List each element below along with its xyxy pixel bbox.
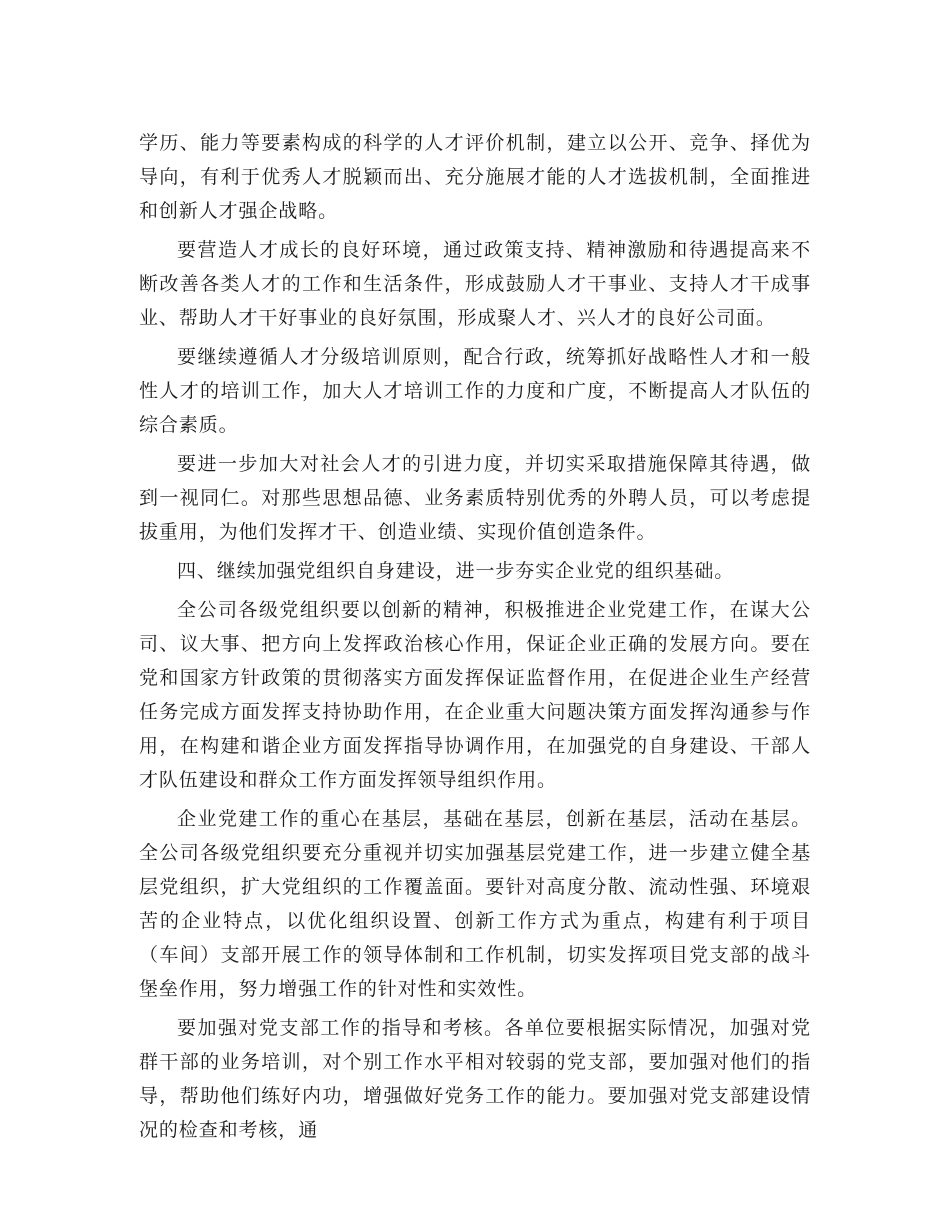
paragraph-4: 要进一步加大对社会人才的引进力度，并切实采取措施保障其待遇，做到一视同仁。对那些思想品德、业务素质特别优秀的外聘人员，可以考虑提拔重用，为他们发挥才干、创造业绩、实现价值创造条件。	[139, 453, 811, 543]
section-heading-4: 四、继续加强党组织自身建设，进一步夯实企业党的组织基础。	[177, 560, 735, 582]
paragraph-1: 学历、能力等要素构成的科学的人才评价机制，建立以公开、竞争、择优为导向，有利于优秀人才脱颖而出、充分施展才能的人才选拔机制，全面推进和创新人才强企战略。	[139, 132, 811, 222]
paragraph-2: 要营造人才成长的良好环境，通过政策支持、精神激励和待遇提高来不断改善各类人才的工作和生活条件，形成鼓励人才干事业、支持人才干成事业、帮助人才干好事业的良好氛围，形成聚人才、兴人才的良好公司面。	[139, 239, 811, 329]
document-body	[139, 126, 811, 1152]
paragraph-8: 要加强对党支部工作的指导和考核。各单位要根据实际情况，加强对党群干部的业务培训，对个别工作水平相对较弱的党支部，要加强对他们的指导，帮助他们练好内功，增强做好党务工作的能力。要加强对党支部建设情况的检查和考核，通	[139, 1017, 811, 1141]
paragraph-3: 要继续遵循人才分级培训原则，配合行政，统筹抓好战略性人才和一般性人才的培训工作，加大人才培训工作的力度和广度，不断提高人才队伍的综合素质。	[139, 346, 811, 436]
paragraph-7: 企业党建工作的重心在基层，基础在基层，创新在基层，活动在基层。全公司各级党组织要充分重视并切实加强基层党建工作，进一步建立健全基层党组织，扩大党组织的工作覆盖面。要针对高度分散、流动性强、环境艰苦的企业特点，以优化组织设置、创新工作方式为重点，构建有利于项目（车间）支部开展工作的领导体制和工作机制，切实发挥项目党支部的战斗堡垒作用，努力增强工作的针对性和实效性。	[139, 808, 811, 1000]
paragraph-6: 全公司各级党组织要以创新的精神，积极推进企业党建工作，在谋大公司、议大事、把方向上发挥政治核心作用，保证企业正确的发展方向。要在党和国家方针政策的贯彻落实方面发挥保证监督作用，在促进企业生产经营任务完成方面发挥支持协助作用，在企业重大问题决策方面发挥沟通参与作用，在构建和谐企业方面发挥指导协调作用，在加强党的自身建设、干部人才队伍建设和群众工作方面发挥领导组织作用。	[139, 599, 811, 791]
